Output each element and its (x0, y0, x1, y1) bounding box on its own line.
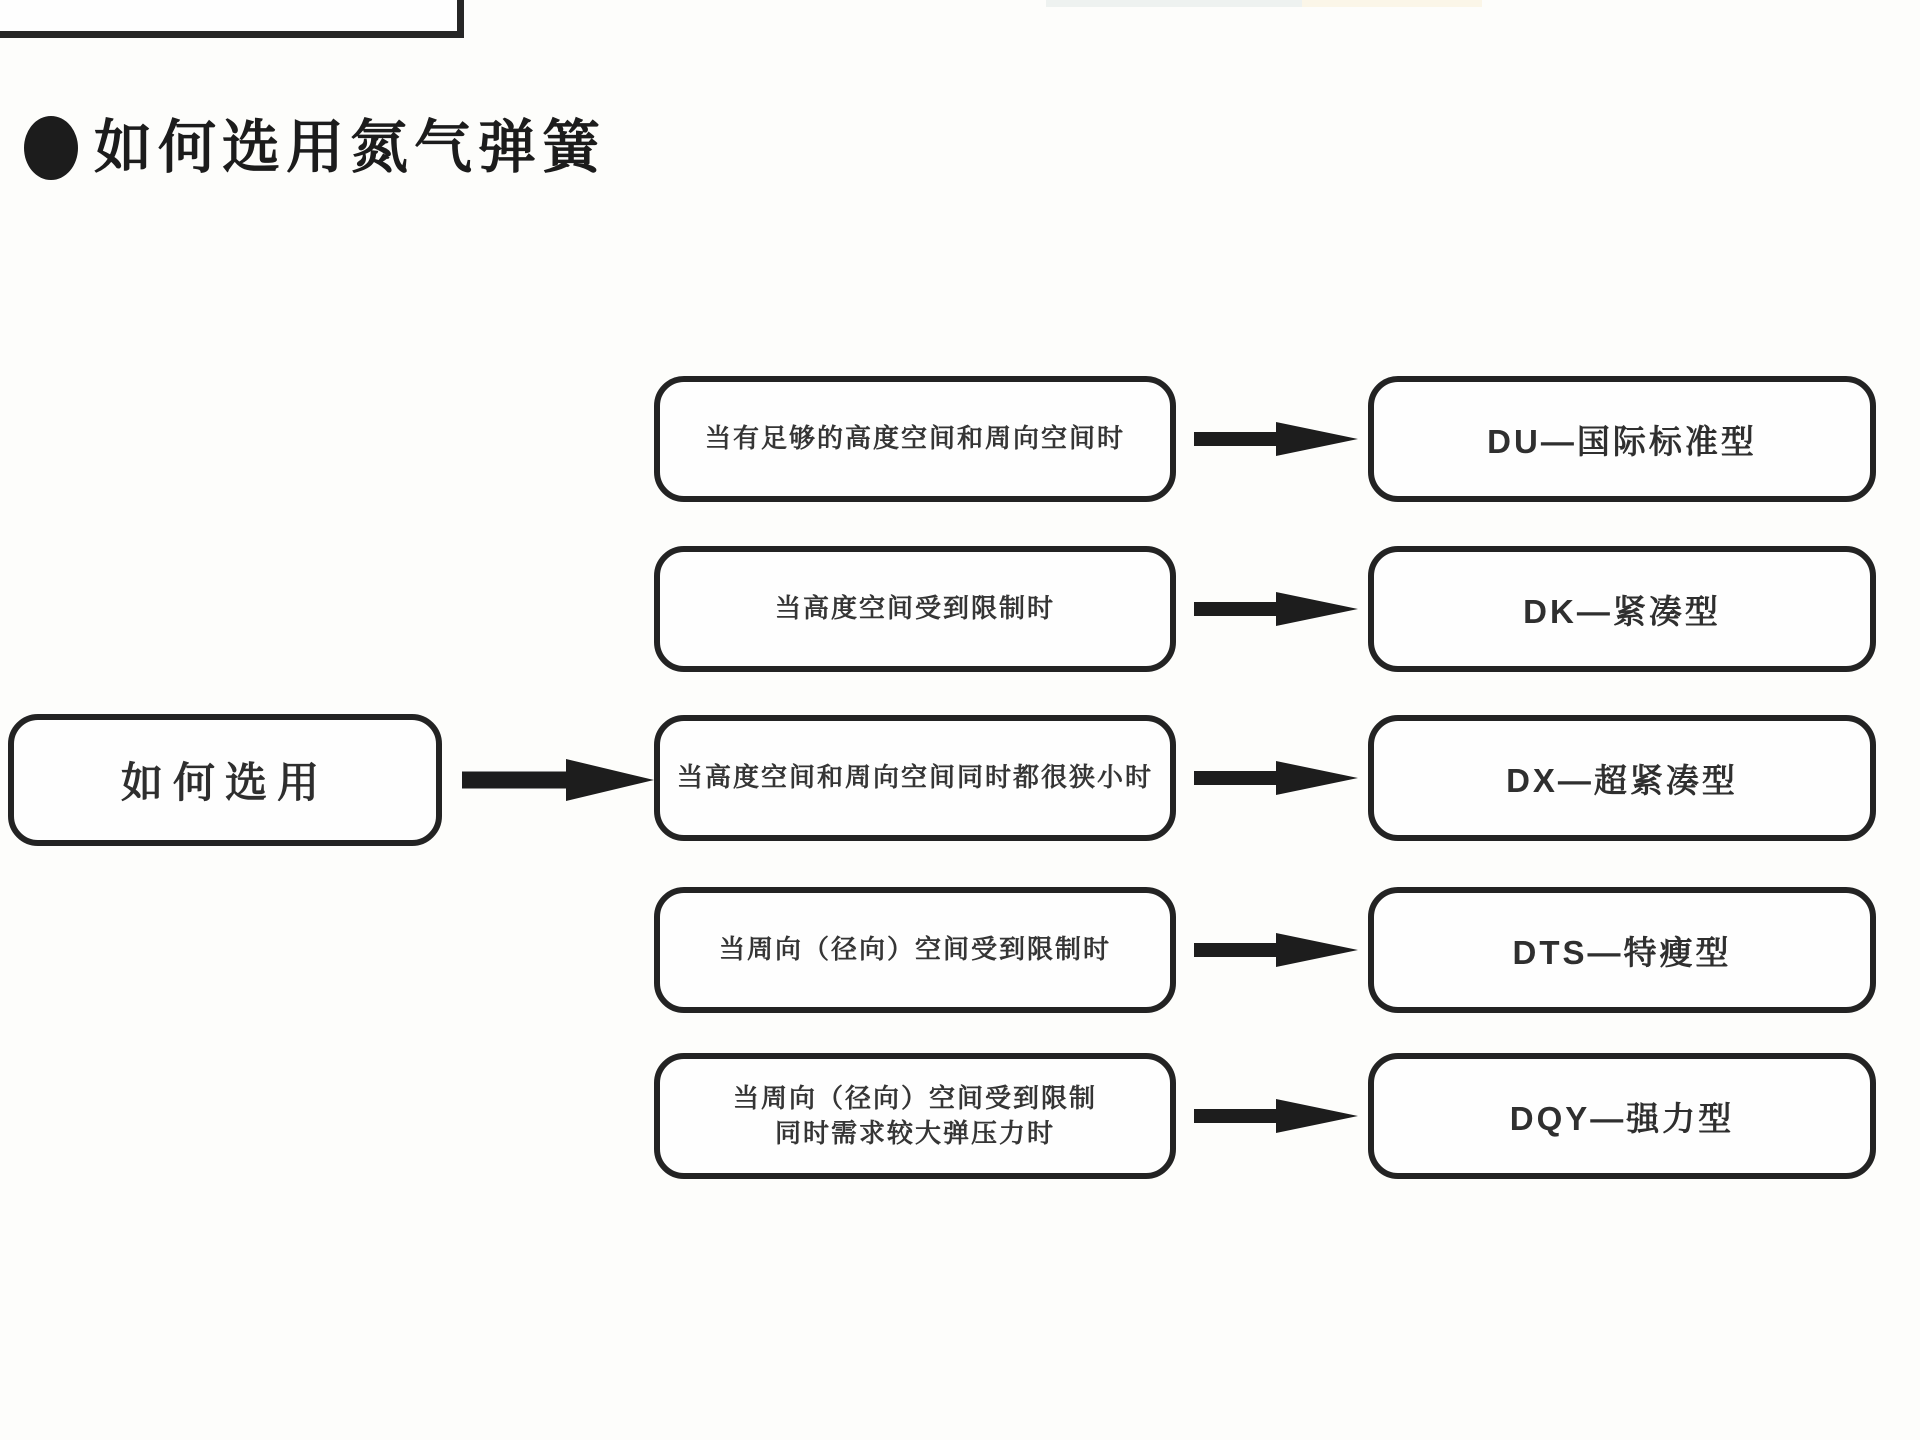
arrow-shaft (1194, 602, 1286, 616)
bullet-icon (24, 116, 78, 180)
condition-node (654, 376, 1176, 502)
arrow-shaft (1194, 771, 1286, 785)
condition-node (654, 546, 1176, 672)
arrow-right-icon (1194, 926, 1358, 974)
root-node-label: 如何选用 (120, 759, 329, 806)
flow-row (0, 546, 1920, 672)
cutoff-box (0, 0, 464, 38)
result-node (1368, 546, 1876, 672)
scan-artifact (1046, 0, 1302, 7)
arrow-head (1276, 761, 1358, 795)
arrow-right-icon (1194, 585, 1358, 633)
result-node (1368, 715, 1876, 841)
condition-node (654, 1053, 1176, 1179)
condition-label: 当有足够的高度空间和周向空间时 (704, 423, 1125, 454)
arrow-shaft (1194, 1109, 1286, 1123)
arrow-right-icon (1194, 754, 1358, 802)
page-title: 如何选用氮气弹簧 (94, 115, 607, 180)
arrow-right-icon (1194, 1092, 1358, 1140)
arrow-shaft (1194, 432, 1286, 446)
condition-node (654, 715, 1176, 841)
condition-label-line2: 同时需求较大弹压力时 (774, 1118, 1055, 1148)
condition-label: 当周向（径向）空间受到限制 (732, 1082, 1097, 1113)
flow-row (0, 376, 1920, 502)
condition-label: 当周向（径向）空间受到限制时 (718, 934, 1111, 965)
title-row (24, 100, 606, 196)
condition-label: 当高度空间和周向空间同时都很狭小时 (676, 762, 1153, 793)
arrow-head (1276, 422, 1358, 456)
arrow-head (1276, 933, 1358, 967)
condition-label: 当高度空间受到限制时 (774, 593, 1055, 624)
condition-node (654, 887, 1176, 1013)
result-label: DTS—特瘦型 (1512, 933, 1732, 971)
result-label: DU—国际标准型 (1487, 422, 1757, 460)
result-node (1368, 1053, 1876, 1179)
arrow-head (1276, 1099, 1358, 1133)
arrow-head (1276, 592, 1358, 626)
flow-row (0, 1053, 1920, 1179)
result-label: DX—超紧凑型 (1506, 761, 1738, 799)
result-node (1368, 887, 1876, 1013)
arrow-right-icon (1194, 415, 1358, 463)
result-label: DK—紧凑型 (1523, 592, 1721, 630)
scan-artifact (1302, 0, 1482, 7)
result-node (1368, 376, 1876, 502)
result-label: DQY—强力型 (1509, 1099, 1735, 1137)
arrow-shaft (1194, 943, 1286, 957)
flow-row (0, 887, 1920, 1013)
flow-row (0, 715, 1920, 841)
